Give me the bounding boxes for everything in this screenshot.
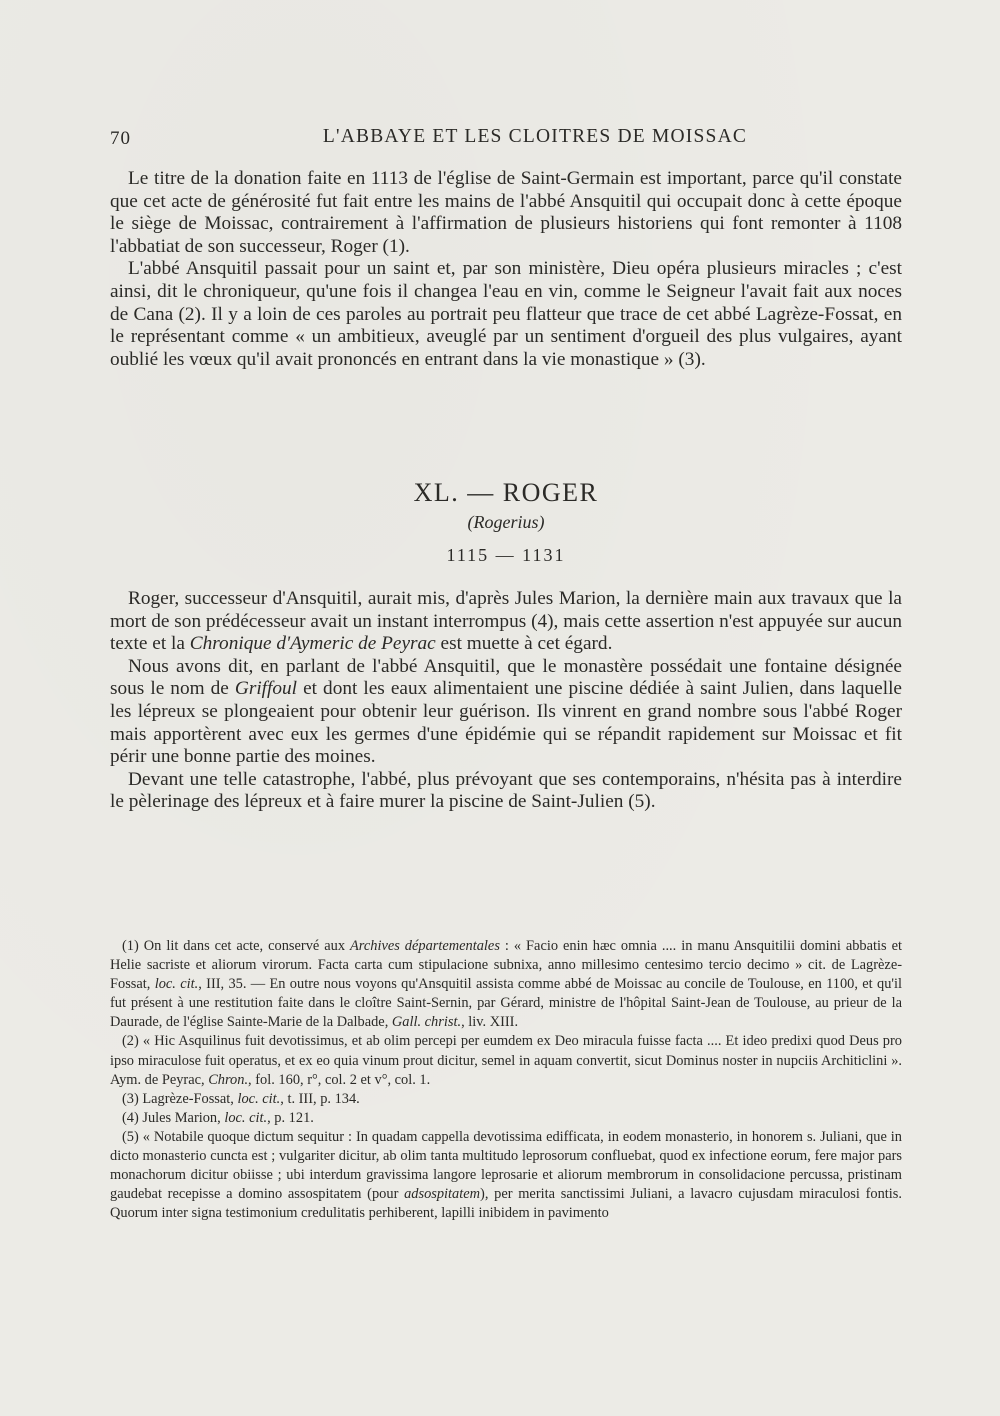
paragraph-text: est muette à cet égard.	[435, 633, 613, 655]
section-title: XL. — ROGER	[413, 478, 599, 507]
footnote-text: , III, 35. — En outre nous voyons qu'Ansquitil assista comme abbé de Moissac au concile de Toulouse, en 1100, et qu'il fut présent à une restitution faite dans le cloître Saint-Sernin, par Gérard, ministre de l'hôpital Saint-Jean de Toulouse, au prieur de la Daurade, de l'église Sainte-Marie de la Dalbade,	[110, 976, 902, 1031]
footnote-text: , p. 121.	[267, 1109, 314, 1126]
paragraph-text: Roger, successeur d'Ansquitil, aurait mis, d'après Jules Marion, la dernière main aux travaux que la mort de son prédécesseur avait un instant interrompus (4), mais cette assertion n'est appuyée sur aucun texte et la	[110, 588, 902, 655]
page-number: 70	[110, 128, 131, 149]
paragraph	[110, 769, 902, 814]
footnote	[110, 1109, 902, 1128]
footnote	[110, 1128, 902, 1223]
footnote-italic: loc. cit.	[224, 1109, 268, 1126]
paragraph: L'abbé Ansquitil passait pour un saint et, par son ministère, Dieu opéra plusieurs miracles ; c'est ainsi, dit le chroniqueur, qu'une fois il changea l'eau en vin, comme le Seigneur l'avait fait aux noces de Cana (2). Il y a loin de ces paroles au portrait peu flatteur que trace de cet abbé Lagrèze-Fossat, en le représentant comme « un ambitieux, aveuglé par un sentiment d'orgueil des plus vulgaires, ayant oublié les vœux qu'il avait prononcés en entrant dans la vie monastique » (3).	[110, 258, 902, 370]
italic-title: Chronique d'Aymeric de Peyrac	[189, 633, 436, 655]
footnotes	[110, 937, 902, 1223]
paragraph	[110, 656, 902, 769]
paragraph	[110, 588, 902, 656]
italic-name: Griffoul	[234, 678, 298, 700]
section-subtitle: (Rogerius)	[467, 512, 545, 532]
footnote	[110, 1032, 902, 1089]
paragraph-text: Devant une telle catastrophe, l'abbé, plus prévoyant que ses contemporains, n'hésita pas à interdire le pèlerinage des lépreux et à faire murer la piscine de Saint-Julien (5).	[110, 768, 902, 813]
footnote-text: (1) On lit dans cet acte, conservé aux	[122, 938, 351, 954]
footnote-italic: Gall. christ.	[391, 1014, 462, 1031]
footnote	[110, 937, 902, 1032]
footnote-text: , liv. XIII.	[461, 1014, 519, 1031]
paragraph-text: et dont les eaux alimentaient une piscine dédiée à saint Julien, dans laquelle les lépreux se plongeaient pour obtenir leur guérison. Ils vinrent en grand nombre sous l'abbé Roger mais apportèrent avec eux les germes d'une épidémie qui se répandit rapidement sur Moissac et fit périr une bonne partie des moines.	[110, 678, 902, 768]
footnote-text: ), per merita sanctissimi Juliani, a lavacro cujusdam miraculosi fontis. Quorum inter signa testimonium credulitatis perhiberent, lapilli inibidem in pavimento	[110, 1186, 902, 1222]
body-text-top	[110, 168, 902, 371]
paragraph: Le titre de la donation faite en 1113 de l'église de Saint-Germain est important, parce qu'il constate que cet acte de générosité fut fait entre les mains de l'abbé Ansquitil qui occupait donc à cette époque le siège de Moissac, contrairement à l'affirmation de plusieurs historiens qui font remonter à 1108 l'abbatiat de son successeur, Roger (1).	[110, 168, 902, 257]
footnote	[110, 1090, 902, 1109]
footnote-italic: loc. cit.	[154, 976, 199, 993]
section-dates: 1115 — 1131	[446, 545, 566, 565]
footnote-text: , t. III, p. 134.	[280, 1090, 360, 1107]
footnote-text: , fol. 160, r°, col. 2 et v°, col. 1.	[248, 1071, 431, 1088]
running-title: L'ABBAYE ET LES CLOITRES DE MOISSAC	[322, 126, 748, 147]
footnote-text: (4) Jules Marion,	[122, 1109, 225, 1126]
footnote-italic: Archives départementales	[350, 938, 500, 954]
footnote-text: (3) Lagrèze-Fossat,	[122, 1090, 238, 1107]
body-text-section	[110, 588, 902, 814]
footnote-text: (5) « Notabile quoque dictum sequitur : In quadam cappella devotissima edifficata, in eodem monasterio, in honorem s. Juliani, que in dicto monasterio cuncta est ; vulgariter dicitur, ab olim tanta multitudo leprosorum confluebat, quod ex infectione eorum, fere major pars monachorum dicitur obiisse ; ubi interdum gravissima langore leprosarie et aliorum membrorum in consolidacione percussa, pristinam gaudebat recepisse a domino assospitatem (pour	[110, 1128, 902, 1203]
footnote-italic: Chron.	[208, 1071, 249, 1088]
page-header	[110, 122, 910, 152]
footnote-text: : « Facio enin hæc omnia .... in manu Ansquitilii domini abbatis et Helie sacriste et aliorum virorum. Facta carta cum stipulacione subnixa, anno millesimo centesimo tercio decimo » cit. de Lagrèze-Fossat,	[110, 938, 902, 993]
footnote-italic: adsospitatem	[404, 1186, 481, 1203]
footnote-text: (2) « Hic Asquilinus fuit devotissimus, et ab olim percepi per eumdem ex Deo miracula fuisse facta .... Et ideo predixi quod Deus pro ipso miraculose fuit operatus, et ex eo quia vinum prout dicitur, semel in aquam convertit, sicut Dominus noster in nupciis Architiclini ». Aym. de Peyrac,	[110, 1033, 902, 1088]
footnote-italic: loc. cit.	[237, 1090, 281, 1107]
paragraph-text: Nous avons dit, en parlant de l'abbé Ansquitil, que le monastère possédait une fontaine désignée sous le nom de	[110, 655, 902, 700]
